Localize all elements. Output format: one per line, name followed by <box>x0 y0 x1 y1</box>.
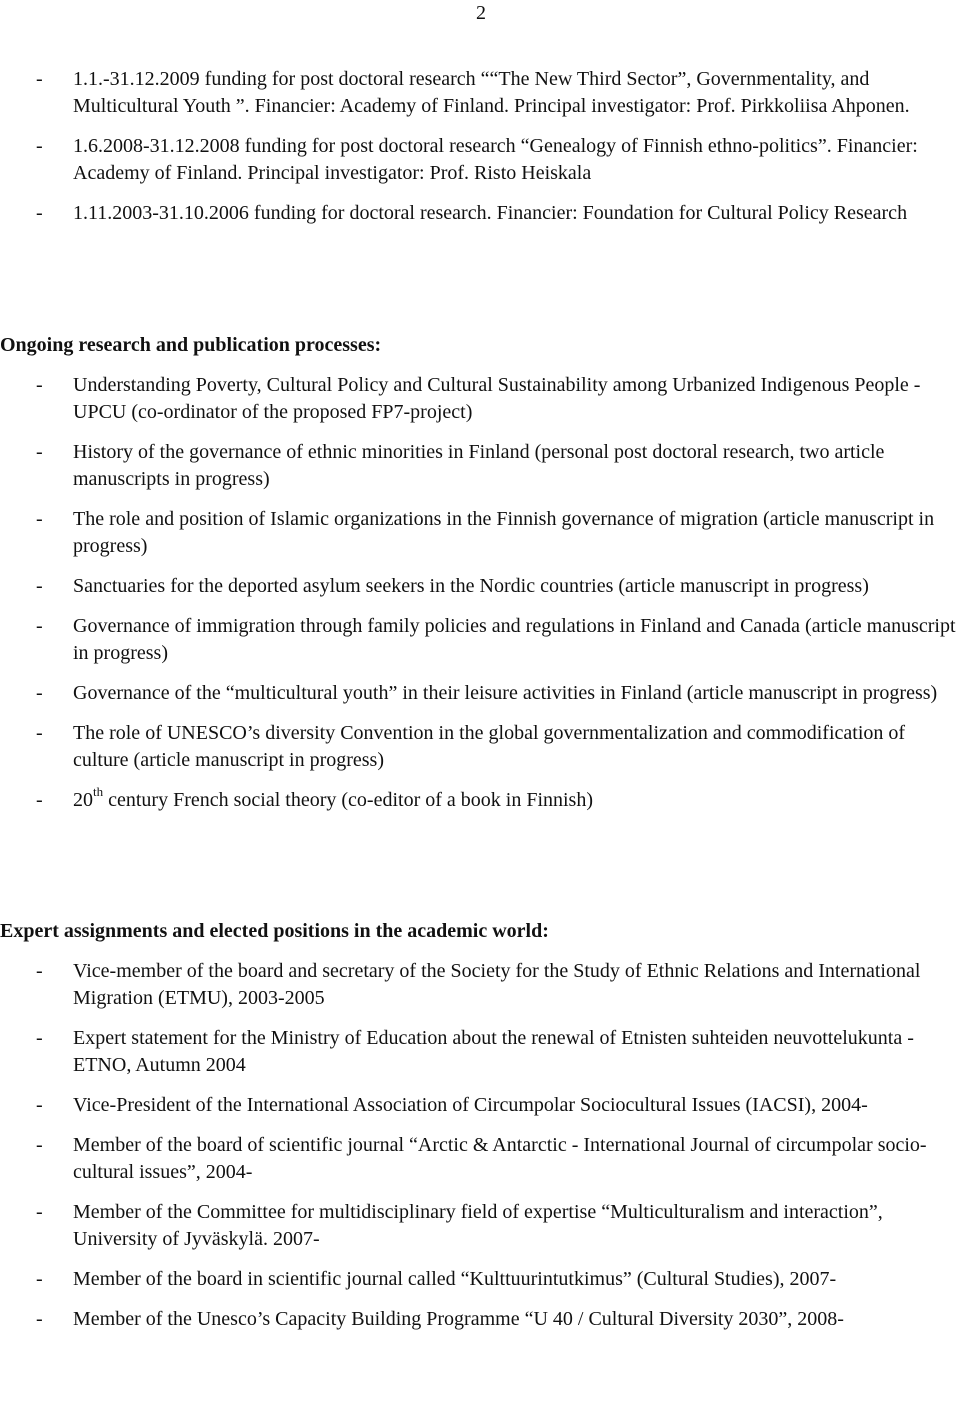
list-item <box>36 372 960 426</box>
expert-item-text: Member of the Unesco’s Capacity Building Programme “U 40 / Cultural Diversity 2030”, 2008- <box>73 1308 844 1330</box>
ongoing-item-superscript: th <box>93 784 104 800</box>
list-dash: - <box>36 1134 43 1156</box>
expert-item-text: Vice-member of the board and secretary of the Society for the Study of Ethnic Relations and International Migration (ETMU), 2003-2005 <box>73 960 921 1009</box>
list-dash: - <box>36 374 43 396</box>
list-item <box>36 784 960 814</box>
list-item <box>36 200 960 227</box>
list-dash: - <box>36 722 43 744</box>
list-dash: - <box>36 682 43 704</box>
ongoing-heading: Ongoing research and publication processes: <box>0 334 382 356</box>
list-dash: - <box>36 202 43 224</box>
list-item <box>36 573 960 600</box>
list-item <box>36 1132 960 1186</box>
funding-item-text: 1.1.-31.12.2009 funding for post doctoral research ““The New Third Sector”, Governmentality, and Multicultural Youth ”. Financier: Academy of Finland. Principal investigator: Prof. Pirkkoliisa Ahponen. <box>73 68 910 117</box>
funding-item-text: 1.11.2003-31.10.2006 funding for doctoral research. Financier: Foundation for Cultural Policy Research <box>73 202 908 224</box>
ongoing-item-text: Understanding Poverty, Cultural Policy and Cultural Sustainability among Urbanized Indigenous People - UPCU (co-ordinator of the proposed FP7-project) <box>73 374 921 423</box>
ongoing-item-text: Sanctuaries for the deported asylum seekers in the Nordic countries (article manuscript in progress) <box>73 575 869 597</box>
list-item <box>36 1199 960 1253</box>
list-dash: - <box>36 1308 43 1330</box>
list-item <box>36 1092 960 1119</box>
list-dash: - <box>36 1027 43 1049</box>
list-item <box>36 506 960 560</box>
list-dash: - <box>36 1094 43 1116</box>
list-item <box>36 680 960 707</box>
expert-item-text: Member of the board of scientific journal “Arctic & Antarctic - International Journal of circumpolar socio-cultural issues”, 2004- <box>73 1134 927 1183</box>
ongoing-item-text: Governance of immigration through family policies and regulations in Finland and Canada (article manuscript in progress) <box>73 615 956 664</box>
list-dash: - <box>36 960 43 982</box>
list-dash: - <box>36 441 43 463</box>
list-item <box>36 1306 960 1333</box>
list-item <box>36 1025 960 1079</box>
list-item <box>36 439 960 493</box>
list-item <box>36 613 960 667</box>
expert-heading: Expert assignments and elected positions in the academic world: <box>0 920 549 942</box>
expert-item-text: Vice-President of the International Association of Circumpolar Sociocultural Issues (IACSI), 2004- <box>73 1094 868 1116</box>
funding-list <box>36 66 960 227</box>
expert-item-text: Member of the Committee for multidisciplinary field of expertise “Multiculturalism and interaction”, University of Jyväskylä. 2007- <box>73 1201 883 1250</box>
list-dash: - <box>36 575 43 597</box>
list-item <box>36 1266 960 1293</box>
ongoing-item-text: Governance of the “multicultural youth” in their leisure activities in Finland (article manuscript in progress) <box>73 682 938 704</box>
ongoing-item-text: The role of UNESCO’s diversity Convention in the global governmentalization and commodification of culture (article manuscript in progress) <box>73 722 906 771</box>
list-dash: - <box>36 1268 43 1290</box>
funding-item-text: 1.6.2008-31.12.2008 funding for post doctoral research “Genealogy of Finnish ethno-politics”. Financier: Academy of Finland. Principal investigator: Prof. Risto Heiskala <box>73 135 918 184</box>
list-item <box>36 66 960 120</box>
expert-list <box>36 958 960 1333</box>
ongoing-item-number: 20 <box>73 789 93 811</box>
list-dash: - <box>36 1201 43 1223</box>
list-item <box>36 720 960 774</box>
ongoing-item-text: century French social theory (co-editor of a book in Finnish) <box>103 789 593 811</box>
list-dash: - <box>36 68 43 90</box>
ongoing-list <box>36 372 960 814</box>
list-item <box>36 958 960 1012</box>
list-item <box>36 133 960 187</box>
page-number: 2 <box>476 2 486 24</box>
ongoing-item-text: History of the governance of ethnic minorities in Finland (personal post doctoral research, two article manuscripts in progress) <box>73 441 885 490</box>
ongoing-item-text: The role and position of Islamic organizations in the Finnish governance of migration (article manuscript in progress) <box>73 508 935 557</box>
expert-item-text: Member of the board in scientific journal called “Kulttuurintutkimus” (Cultural Studies), 2007- <box>73 1268 837 1290</box>
list-dash: - <box>36 135 43 157</box>
list-dash: - <box>36 789 43 811</box>
expert-item-text: Expert statement for the Ministry of Education about the renewal of Etnisten suhteiden neuvottelukunta - ETNO, Autumn 2004 <box>73 1027 914 1076</box>
list-dash: - <box>36 615 43 637</box>
list-dash: - <box>36 508 43 530</box>
